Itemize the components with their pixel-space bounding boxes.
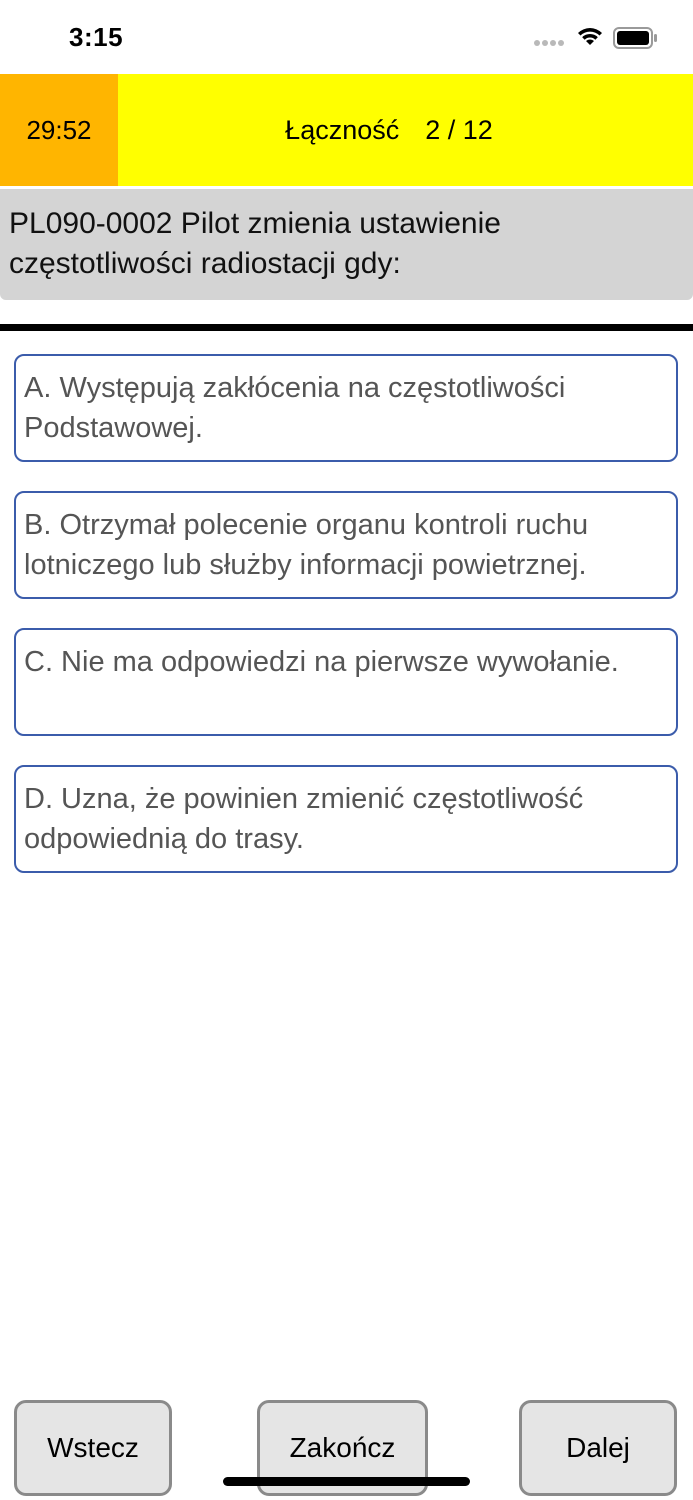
home-indicator[interactable] <box>223 1477 470 1486</box>
question-text: PL090-0002 Pilot zmienia ustawienie częstotliwości radiostacji gdy: <box>0 189 693 300</box>
quiz-header <box>0 74 693 186</box>
finish-button[interactable]: Zakończ <box>257 1400 428 1496</box>
category-label: Łączność <box>285 114 400 145</box>
divider <box>0 324 693 331</box>
answer-option-c[interactable]: C. Nie ma odpowiedzi na pierwsze wywołanie. <box>14 628 678 736</box>
header-title <box>118 74 660 186</box>
question-progress: 2 / 12 <box>425 114 493 145</box>
back-button[interactable]: Wstecz <box>14 1400 172 1496</box>
answer-option-a[interactable]: A. Występują zakłócenia na częstotliwości Podstawowej. <box>14 354 678 462</box>
countdown-timer: 29:52 <box>0 74 118 186</box>
answer-option-d[interactable]: D. Uzna, że powinien zmienić częstotliwość odpowiednią do trasy. <box>14 765 678 873</box>
status-bar <box>0 0 693 74</box>
signal-dots-icon <box>534 40 566 48</box>
next-button[interactable]: Dalej <box>519 1400 677 1496</box>
status-time: 3:15 <box>69 22 124 52</box>
wifi-icon <box>576 24 604 48</box>
battery-icon <box>613 27 658 49</box>
answer-option-b[interactable]: B. Otrzymał polecenie organu kontroli ruchu lotniczego lub służby informacji powietrznej. <box>14 491 678 599</box>
